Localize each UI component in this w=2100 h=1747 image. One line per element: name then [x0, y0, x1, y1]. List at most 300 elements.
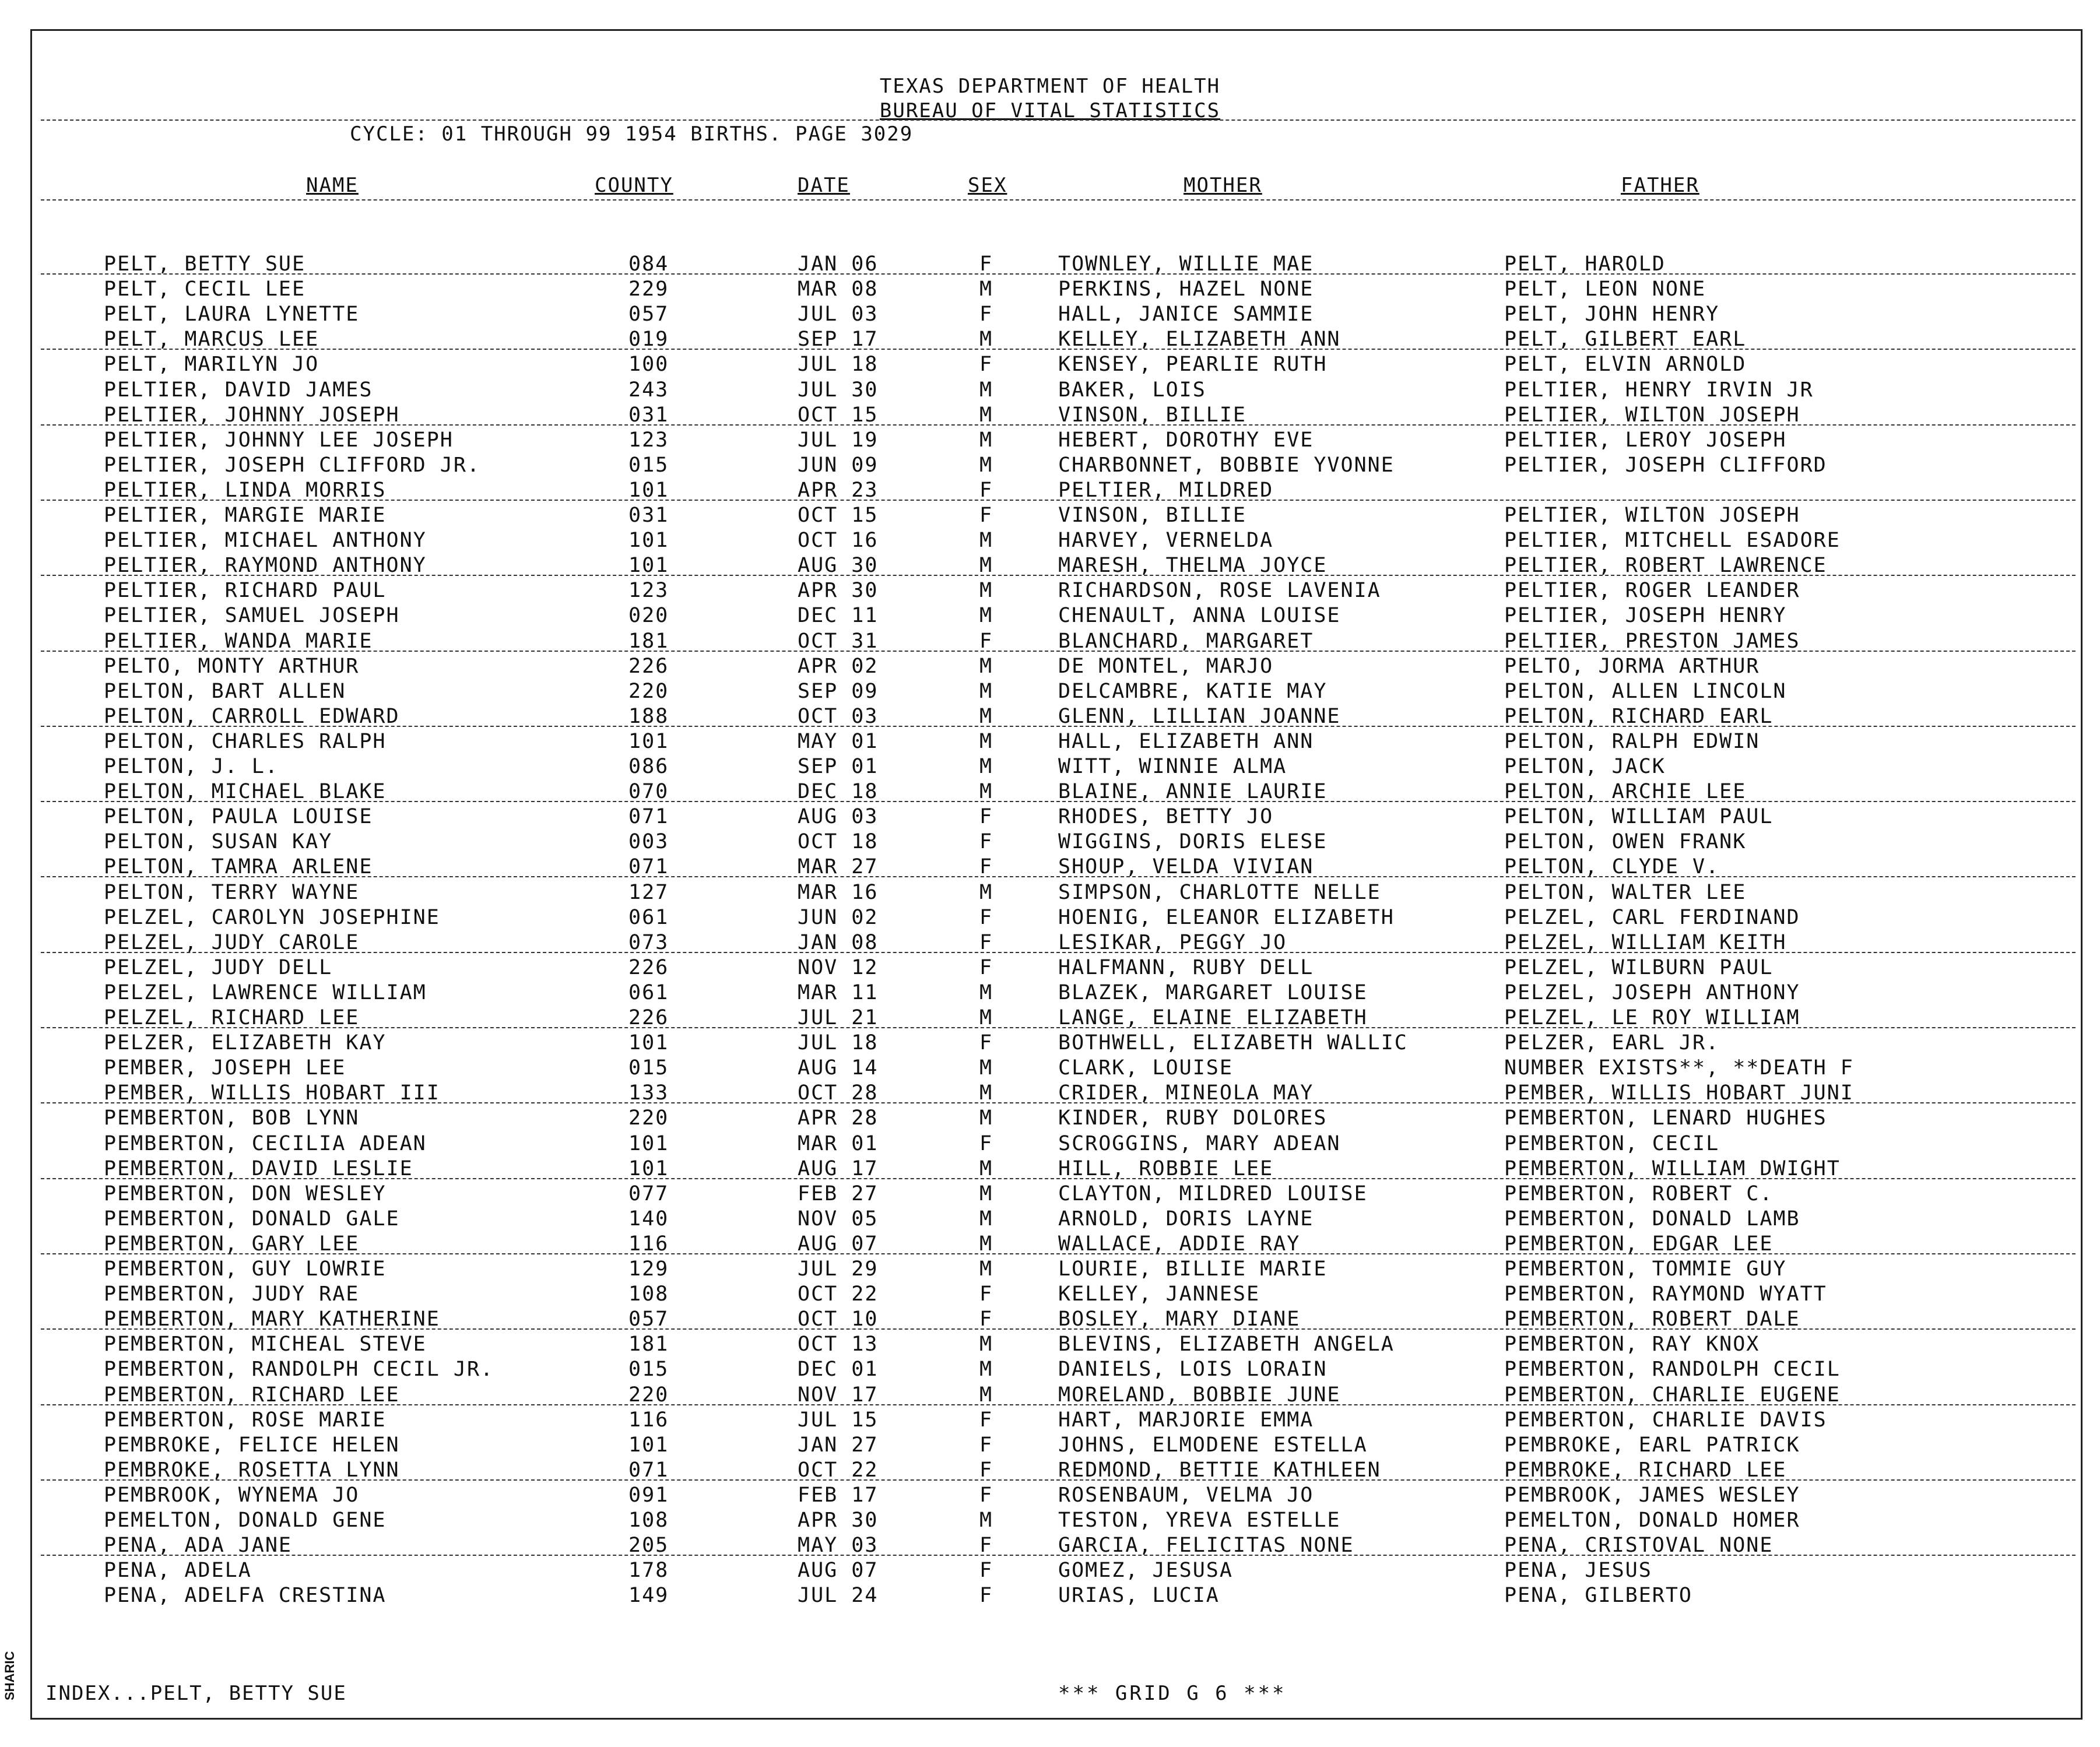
cell-date: OCT 03 [798, 704, 879, 728]
cell-mother: SCROGGINS, MARY ADEAN [1058, 1131, 1341, 1155]
cell-father: PELTON, RALPH EDWIN [1504, 729, 1760, 753]
cell-mother: KINDER, RUBY DOLORES [1058, 1106, 1328, 1130]
cell-county: 019 [628, 328, 669, 351]
cell-sex: M [979, 679, 993, 703]
cell-father: PEMBERTON, EDGAR LEE [1504, 1232, 1774, 1256]
cell-sex: M [979, 1157, 993, 1180]
cell-father: PELTO, JORMA ARTHUR [1504, 654, 1760, 678]
cell-father: PEMBROKE, EARL PATRICK [1504, 1433, 1800, 1457]
cell-father: PELTIER, LEROY JOSEPH [1504, 428, 1787, 452]
cell-mother: TESTON, YREVA ESTELLE [1058, 1509, 1341, 1532]
cell-sex: F [979, 1534, 993, 1558]
cell-sex: M [979, 579, 993, 603]
row-group-divider [41, 424, 2076, 426]
cell-mother: LANGE, ELAINE ELIZABETH [1058, 1006, 1368, 1029]
cell-date: OCT 13 [798, 1333, 879, 1356]
table-row [0, 804, 2100, 829]
cell-father: PELTIER, WILTON JOSEPH [1504, 504, 1800, 527]
cell-date: FEB 27 [798, 1182, 879, 1205]
cell-date: AUG 17 [798, 1157, 879, 1180]
cell-sex: M [979, 1509, 993, 1532]
cell-sex: F [979, 353, 993, 377]
cell-father: PELTIER, HENRY IRVIN JR [1504, 378, 1814, 402]
cell-county: 101 [628, 729, 669, 753]
cell-sex: M [979, 1383, 993, 1407]
cell-sex: F [979, 1433, 993, 1457]
cell-sex: M [979, 654, 993, 678]
cell-sex: F [979, 1483, 993, 1507]
cell-name: PELT, BETTY SUE [104, 252, 306, 276]
cell-name: PELTIER, MARGIE MARIE [104, 504, 387, 527]
department-title: TEXAS DEPARTMENT OF HEALTH [879, 75, 1221, 98]
cell-mother: MARESH, THELMA JOYCE [1058, 554, 1328, 578]
cell-county: 129 [628, 1257, 669, 1281]
cell-date: OCT 31 [798, 629, 879, 653]
row-group-divider [41, 801, 2076, 802]
cell-sex: F [979, 955, 993, 979]
cell-sex: M [979, 1257, 993, 1281]
cell-mother: BAKER, LOIS [1058, 378, 1206, 402]
row-group-divider [41, 273, 2076, 275]
table-row [0, 729, 2100, 754]
table-row [0, 1207, 2100, 1232]
cell-sex: F [979, 303, 993, 326]
cell-father: PEMBERTON, RAYMOND WYATT [1504, 1282, 1827, 1306]
cell-name: PEMBROKE, FELICE HELEN [104, 1433, 400, 1457]
cell-county: 220 [628, 679, 669, 703]
cell-name: PEMBERTON, MICHEAL STEVE [104, 1333, 427, 1356]
table-row [0, 1106, 2100, 1131]
table-row [0, 1583, 2100, 1608]
cell-father: PEMBERTON, TOMMIE GUY [1504, 1257, 1787, 1281]
cell-father: PELT, HAROLD [1504, 252, 1666, 276]
cell-county: 071 [628, 1458, 669, 1482]
cell-father: PELTON, CLYDE V. [1504, 855, 1720, 879]
cell-county: 020 [628, 604, 669, 628]
cell-date: SEP 17 [798, 328, 879, 351]
cell-mother: WALLACE, ADDIE RAY [1058, 1232, 1301, 1256]
cell-mother: KELLEY, JANNESE [1058, 1282, 1260, 1306]
cell-county: 077 [628, 1182, 669, 1205]
cell-date: AUG 30 [798, 554, 879, 578]
cell-father: PEMBERTON, RAY KNOX [1504, 1333, 1760, 1356]
bureau-title: BUREAU OF VITAL STATISTICS [879, 99, 1221, 122]
cell-sex: F [979, 252, 993, 276]
cell-sex: F [979, 930, 993, 954]
cell-sex: M [979, 704, 993, 728]
cell-sex: F [979, 1131, 993, 1155]
cell-father: PELTIER, PRESTON JAMES [1504, 629, 1800, 653]
table-row [0, 1282, 2100, 1307]
cell-mother: DE MONTEL, MARJO [1058, 654, 1274, 678]
cell-father: PELT, LEON NONE [1504, 277, 1706, 301]
cell-date: DEC 11 [798, 604, 879, 628]
table-row [0, 603, 2100, 628]
cell-date: MAR 27 [798, 855, 879, 879]
cell-date: OCT 22 [798, 1458, 879, 1482]
cell-county: 071 [628, 855, 669, 879]
table-row [0, 528, 2100, 553]
cell-county: 108 [628, 1282, 669, 1306]
cell-name: PEMBERTON, DON WESLEY [104, 1182, 387, 1205]
cell-mother: BLAINE, ANNIE LAURIE [1058, 780, 1328, 804]
cell-father: PENA, JESUS [1504, 1559, 1652, 1583]
table-row [0, 1332, 2100, 1357]
row-group-divider [41, 1404, 2076, 1405]
cell-name: PELT, CECIL LEE [104, 277, 306, 301]
cell-county: 031 [628, 403, 669, 427]
cell-date: AUG 07 [798, 1232, 879, 1256]
cell-father: NUMBER EXISTS**, **DEATH F [1504, 1056, 1854, 1080]
cell-name: PELZEL, CAROLYN JOSEPHINE [104, 905, 440, 929]
row-group-divider [41, 575, 2076, 576]
cell-name: PELTON, J. L. [104, 755, 279, 778]
cell-county: 226 [628, 654, 669, 678]
cell-father: PELTON, WALTER LEE [1504, 880, 1747, 904]
cell-name: PELTIER, JOSEPH CLIFFORD JR. [104, 453, 481, 477]
table-row [0, 980, 2100, 1006]
table-row [0, 277, 2100, 302]
cell-father: PEMBERTON, CECIL [1504, 1131, 1720, 1155]
cell-date: MAY 01 [798, 729, 879, 753]
cell-name: PELZER, ELIZABETH KAY [104, 1031, 387, 1055]
cell-county: 243 [628, 378, 669, 402]
cell-county: 127 [628, 880, 669, 904]
cell-father: PEMBERTON, ROBERT C. [1504, 1182, 1774, 1205]
table-row [0, 1483, 2100, 1508]
cell-date: APR 30 [798, 1509, 879, 1532]
cell-mother: CLAYTON, MILDRED LOUISE [1058, 1182, 1368, 1205]
cell-sex: M [979, 780, 993, 804]
cell-date: JUN 09 [798, 453, 879, 477]
row-group-divider [41, 1027, 2076, 1028]
cell-name: PEMBERTON, CECILIA ADEAN [104, 1131, 427, 1155]
row-group-divider [41, 1555, 2076, 1556]
table-row [0, 1433, 2100, 1458]
cell-date: JUL 03 [798, 303, 879, 326]
cell-mother: KENSEY, PEARLIE RUTH [1058, 353, 1328, 377]
cell-date: MAR 08 [798, 277, 879, 301]
cell-date: MAY 03 [798, 1534, 879, 1558]
cell-sex: M [979, 1333, 993, 1356]
cell-mother: REDMOND, BETTIE KATHLEEN [1058, 1458, 1381, 1482]
grid-label: *** GRID G 6 *** [1058, 1682, 1287, 1705]
cell-mother: KELLEY, ELIZABETH ANN [1058, 328, 1341, 351]
cell-father: PELTIER, ROGER LEANDER [1504, 579, 1800, 603]
row-group-divider [41, 726, 2076, 727]
cell-name: PEMBERTON, DAVID LESLIE [104, 1157, 413, 1180]
cell-father: PELTON, ALLEN LINCOLN [1504, 679, 1787, 703]
cell-name: PELTON, MICHAEL BLAKE [104, 780, 387, 804]
cell-county: 101 [628, 1157, 669, 1180]
cell-sex: M [979, 729, 993, 753]
cell-father: PEMBERTON, RANDOLPH CECIL [1504, 1358, 1841, 1382]
cell-county: 140 [628, 1207, 669, 1231]
cell-county: 101 [628, 478, 669, 502]
cell-father: PELZER, EARL JR. [1504, 1031, 1720, 1055]
column-header-mother: MOTHER [1184, 174, 1262, 197]
row-group-divider [41, 1178, 2076, 1179]
cell-county: 101 [628, 1433, 669, 1457]
cell-sex: M [979, 403, 993, 427]
cell-county: 226 [628, 955, 669, 979]
cell-mother: PELTIER, MILDRED [1058, 478, 1274, 502]
cell-mother: LESIKAR, PEGGY JO [1058, 930, 1287, 954]
row-group-divider [41, 651, 2076, 652]
cell-mother: GLENN, LILLIAN JOANNE [1058, 704, 1341, 728]
cell-county: 205 [628, 1534, 669, 1558]
column-header-date: DATE [798, 174, 850, 197]
cell-name: PELTON, TERRY WAYNE [104, 880, 360, 904]
cell-mother: DELCAMBRE, KATIE MAY [1058, 679, 1328, 703]
cell-county: 070 [628, 780, 669, 804]
row-group-divider [41, 349, 2076, 350]
cell-county: 061 [628, 905, 669, 929]
cell-county: 100 [628, 353, 669, 377]
cell-sex: M [979, 453, 993, 477]
cell-name: PEMBERTON, MARY KATHERINE [104, 1307, 440, 1331]
cell-sex: M [979, 1081, 993, 1105]
cell-mother: VINSON, BILLIE [1058, 504, 1247, 527]
cell-date: NOV 12 [798, 955, 879, 979]
cell-father: PEMBROKE, RICHARD LEE [1504, 1458, 1787, 1482]
cell-father: PEMBROOK, JAMES WESLEY [1504, 1483, 1800, 1507]
cell-county: 057 [628, 1307, 669, 1331]
cell-date: APR 02 [798, 654, 879, 678]
cell-sex: F [979, 1584, 993, 1608]
cell-father: PELZEL, LE ROY WILLIAM [1504, 1006, 1800, 1029]
cell-name: PEMBERTON, JUDY RAE [104, 1282, 360, 1306]
cell-mother: SHOUP, VELDA VIVIAN [1058, 855, 1314, 879]
cell-date: APR 30 [798, 579, 879, 603]
cell-date: APR 28 [798, 1106, 879, 1130]
cell-name: PELT, MARILYN JO [104, 353, 319, 377]
cell-father: PELTON, ARCHIE LEE [1504, 780, 1747, 804]
cell-mother: WITT, WINNIE ALMA [1058, 755, 1287, 778]
cell-sex: M [979, 1207, 993, 1231]
cell-name: PELTON, PAULA LOUISE [104, 805, 373, 829]
cell-mother: CHENAULT, ANNA LOUISE [1058, 604, 1341, 628]
cell-name: PEMBERTON, GARY LEE [104, 1232, 360, 1256]
cell-county: 101 [628, 1031, 669, 1055]
column-header-name: NAME [306, 174, 359, 197]
table-row [0, 1031, 2100, 1056]
cell-date: AUG 14 [798, 1056, 879, 1080]
cell-name: PEMBROKE, ROSETTA LYNN [104, 1458, 400, 1482]
table-row [0, 1182, 2100, 1207]
table-row [0, 654, 2100, 679]
cell-name: PELTIER, LINDA MORRIS [104, 478, 387, 502]
cell-mother: BOTHWELL, ELIZABETH WALLIC [1058, 1031, 1408, 1055]
cell-date: AUG 07 [798, 1559, 879, 1583]
cell-county: 101 [628, 529, 669, 553]
cell-date: OCT 10 [798, 1307, 879, 1331]
cell-mother: TOWNLEY, WILLIE MAE [1058, 252, 1314, 276]
cell-name: PELTON, BART ALLEN [104, 679, 346, 703]
cell-sex: M [979, 1358, 993, 1382]
cycle-line: CYCLE: 01 THROUGH 99 1954 BIRTHS. PAGE 3029 [350, 122, 914, 146]
cell-county: 015 [628, 1358, 669, 1382]
cell-mother: VINSON, BILLIE [1058, 403, 1247, 427]
cell-father: PELT, GILBERT EARL [1504, 328, 1747, 351]
cell-county: 084 [628, 252, 669, 276]
cell-sex: M [979, 378, 993, 402]
table-row [0, 302, 2100, 327]
cell-father: PELTON, JACK [1504, 755, 1666, 778]
cell-father: PEMELTON, DONALD HOMER [1504, 1509, 1800, 1532]
row-group-divider [41, 500, 2076, 501]
cell-name: PENA, ADELA [104, 1559, 252, 1583]
cell-mother: HEBERT, DOROTHY EVE [1058, 428, 1314, 452]
cell-mother: RICHARDSON, ROSE LAVENIA [1058, 579, 1381, 603]
cell-name: PELZEL, RICHARD LEE [104, 1006, 360, 1029]
cell-father: PELTIER, ROBERT LAWRENCE [1504, 554, 1827, 578]
cell-name: PELZEL, JUDY CAROLE [104, 930, 360, 954]
cell-mother: CRIDER, MINEOLA MAY [1058, 1081, 1314, 1105]
cell-mother: HALFMANN, RUBY DELL [1058, 955, 1314, 979]
cell-sex: F [979, 830, 993, 854]
cell-sex: F [979, 855, 993, 879]
cell-county: 061 [628, 980, 669, 1004]
cell-county: 015 [628, 1056, 669, 1080]
cell-county: 003 [628, 830, 669, 854]
cell-sex: F [979, 905, 993, 929]
cell-father: PELZEL, WILBURN PAUL [1504, 955, 1774, 979]
cell-date: APR 23 [798, 478, 879, 502]
row-group-divider [41, 876, 2076, 877]
cell-county: 188 [628, 704, 669, 728]
cell-name: PEMELTON, DONALD GENE [104, 1509, 387, 1532]
cell-sex: F [979, 629, 993, 653]
cell-county: 123 [628, 428, 669, 452]
table-row [0, 1408, 2100, 1433]
cell-county: 116 [628, 1232, 669, 1256]
cell-date: JUL 18 [798, 353, 879, 377]
cell-father: PELZEL, CARL FERDINAND [1504, 905, 1800, 929]
cell-county: 133 [628, 1081, 669, 1105]
table-row [0, 1508, 2100, 1533]
cell-date: NOV 05 [798, 1207, 879, 1231]
cell-mother: BLANCHARD, MARGARET [1058, 629, 1314, 653]
table-row [0, 1056, 2100, 1081]
cell-name: PELTIER, WANDA MARIE [104, 629, 373, 653]
cell-sex: M [979, 604, 993, 628]
cell-county: 031 [628, 504, 669, 527]
table-row [0, 1257, 2100, 1282]
cell-sex: M [979, 554, 993, 578]
row-group-divider [41, 1328, 2076, 1330]
cell-county: 071 [628, 805, 669, 829]
table-row [0, 1131, 2100, 1157]
cell-date: JAN 08 [798, 930, 879, 954]
table-row [0, 352, 2100, 377]
cell-date: JAN 06 [798, 252, 879, 276]
cell-name: PEMBER, JOSEPH LEE [104, 1056, 346, 1080]
cell-father: PELTIER, JOSEPH CLIFFORD [1504, 453, 1827, 477]
column-header-father: FATHER [1621, 174, 1699, 197]
cell-date: OCT 18 [798, 830, 879, 854]
cell-mother: CHARBONNET, BOBBIE YVONNE [1058, 453, 1395, 477]
cell-mother: JOHNS, ELMODENE ESTELLA [1058, 1433, 1368, 1457]
cell-county: 101 [628, 554, 669, 578]
cell-sex: M [979, 980, 993, 1004]
side-tag: SHARIC [2, 1651, 17, 1701]
cell-name: PELTIER, RICHARD PAUL [104, 579, 387, 603]
cell-county: 101 [628, 1131, 669, 1155]
cell-mother: LOURIE, BILLIE MARIE [1058, 1257, 1328, 1281]
cell-sex: F [979, 1408, 993, 1432]
cell-father: PELT, JOHN HENRY [1504, 303, 1720, 326]
cell-mother: RHODES, BETTY JO [1058, 805, 1274, 829]
cell-name: PEMBERTON, RANDOLPH CECIL JR. [104, 1358, 494, 1382]
cell-date: MAR 11 [798, 980, 879, 1004]
cell-father: PEMBERTON, CHARLIE DAVIS [1504, 1408, 1827, 1432]
cell-mother: HALL, ELIZABETH ANN [1058, 729, 1314, 753]
cell-mother: CLARK, LOUISE [1058, 1056, 1233, 1080]
cell-sex: M [979, 328, 993, 351]
cell-mother: BLEVINS, ELIZABETH ANGELA [1058, 1333, 1395, 1356]
cell-county: 178 [628, 1559, 669, 1583]
table-row [0, 679, 2100, 704]
cell-date: JUL 30 [798, 378, 879, 402]
cell-sex: M [979, 1006, 993, 1029]
cell-date: JUL 19 [798, 428, 879, 452]
cell-sex: F [979, 504, 993, 527]
cell-sex: F [979, 1458, 993, 1482]
cell-county: 057 [628, 303, 669, 326]
cell-name: PELTIER, MICHAEL ANTHONY [104, 529, 427, 553]
cell-name: PELT, MARCUS LEE [104, 328, 319, 351]
row-group-divider [41, 1102, 2076, 1103]
cell-county: 181 [628, 629, 669, 653]
cell-county: 181 [628, 1333, 669, 1356]
cell-county: 116 [628, 1408, 669, 1432]
cell-date: DEC 18 [798, 780, 879, 804]
cell-date: OCT 28 [798, 1081, 879, 1105]
cell-date: OCT 22 [798, 1282, 879, 1306]
cell-name: PEMBERTON, ROSE MARIE [104, 1408, 387, 1432]
cell-name: PEMBER, WILLIS HOBART III [104, 1081, 440, 1105]
cell-date: JAN 27 [798, 1433, 879, 1457]
cell-date: OCT 15 [798, 504, 879, 527]
table-row [0, 880, 2100, 905]
cell-sex: M [979, 1056, 993, 1080]
cell-county: 123 [628, 579, 669, 603]
cell-date: MAR 01 [798, 1131, 879, 1155]
cell-county: 086 [628, 755, 669, 778]
cell-name: PELTON, SUSAN KAY [104, 830, 333, 854]
cell-mother: BOSLEY, MARY DIANE [1058, 1307, 1301, 1331]
index-line: INDEX...PELT, BETTY SUE [45, 1682, 347, 1705]
cell-father: PEMBERTON, LENARD HUGHES [1504, 1106, 1827, 1130]
cell-sex: M [979, 1182, 993, 1205]
cell-mother: WIGGINS, DORIS ELESE [1058, 830, 1328, 854]
cell-name: PELTIER, JOHNNY LEE JOSEPH [104, 428, 454, 452]
cell-father: PELTON, RICHARD EARL [1504, 704, 1774, 728]
cell-mother: URIAS, LUCIA [1058, 1584, 1220, 1608]
row-group-divider [41, 1253, 2076, 1254]
cell-mother: SIMPSON, CHARLOTTE NELLE [1058, 880, 1381, 904]
cell-mother: MORELAND, BOBBIE JUNE [1058, 1383, 1341, 1407]
cell-mother: PERKINS, HAZEL NONE [1058, 277, 1314, 301]
cell-county: 015 [628, 453, 669, 477]
cell-mother: HILL, ROBBIE LEE [1058, 1157, 1274, 1180]
cell-date: OCT 16 [798, 529, 879, 553]
cell-county: 220 [628, 1106, 669, 1130]
table-row [0, 503, 2100, 528]
cell-father: PEMBER, WILLIS HOBART JUNI [1504, 1081, 1854, 1105]
table-row [0, 428, 2100, 453]
